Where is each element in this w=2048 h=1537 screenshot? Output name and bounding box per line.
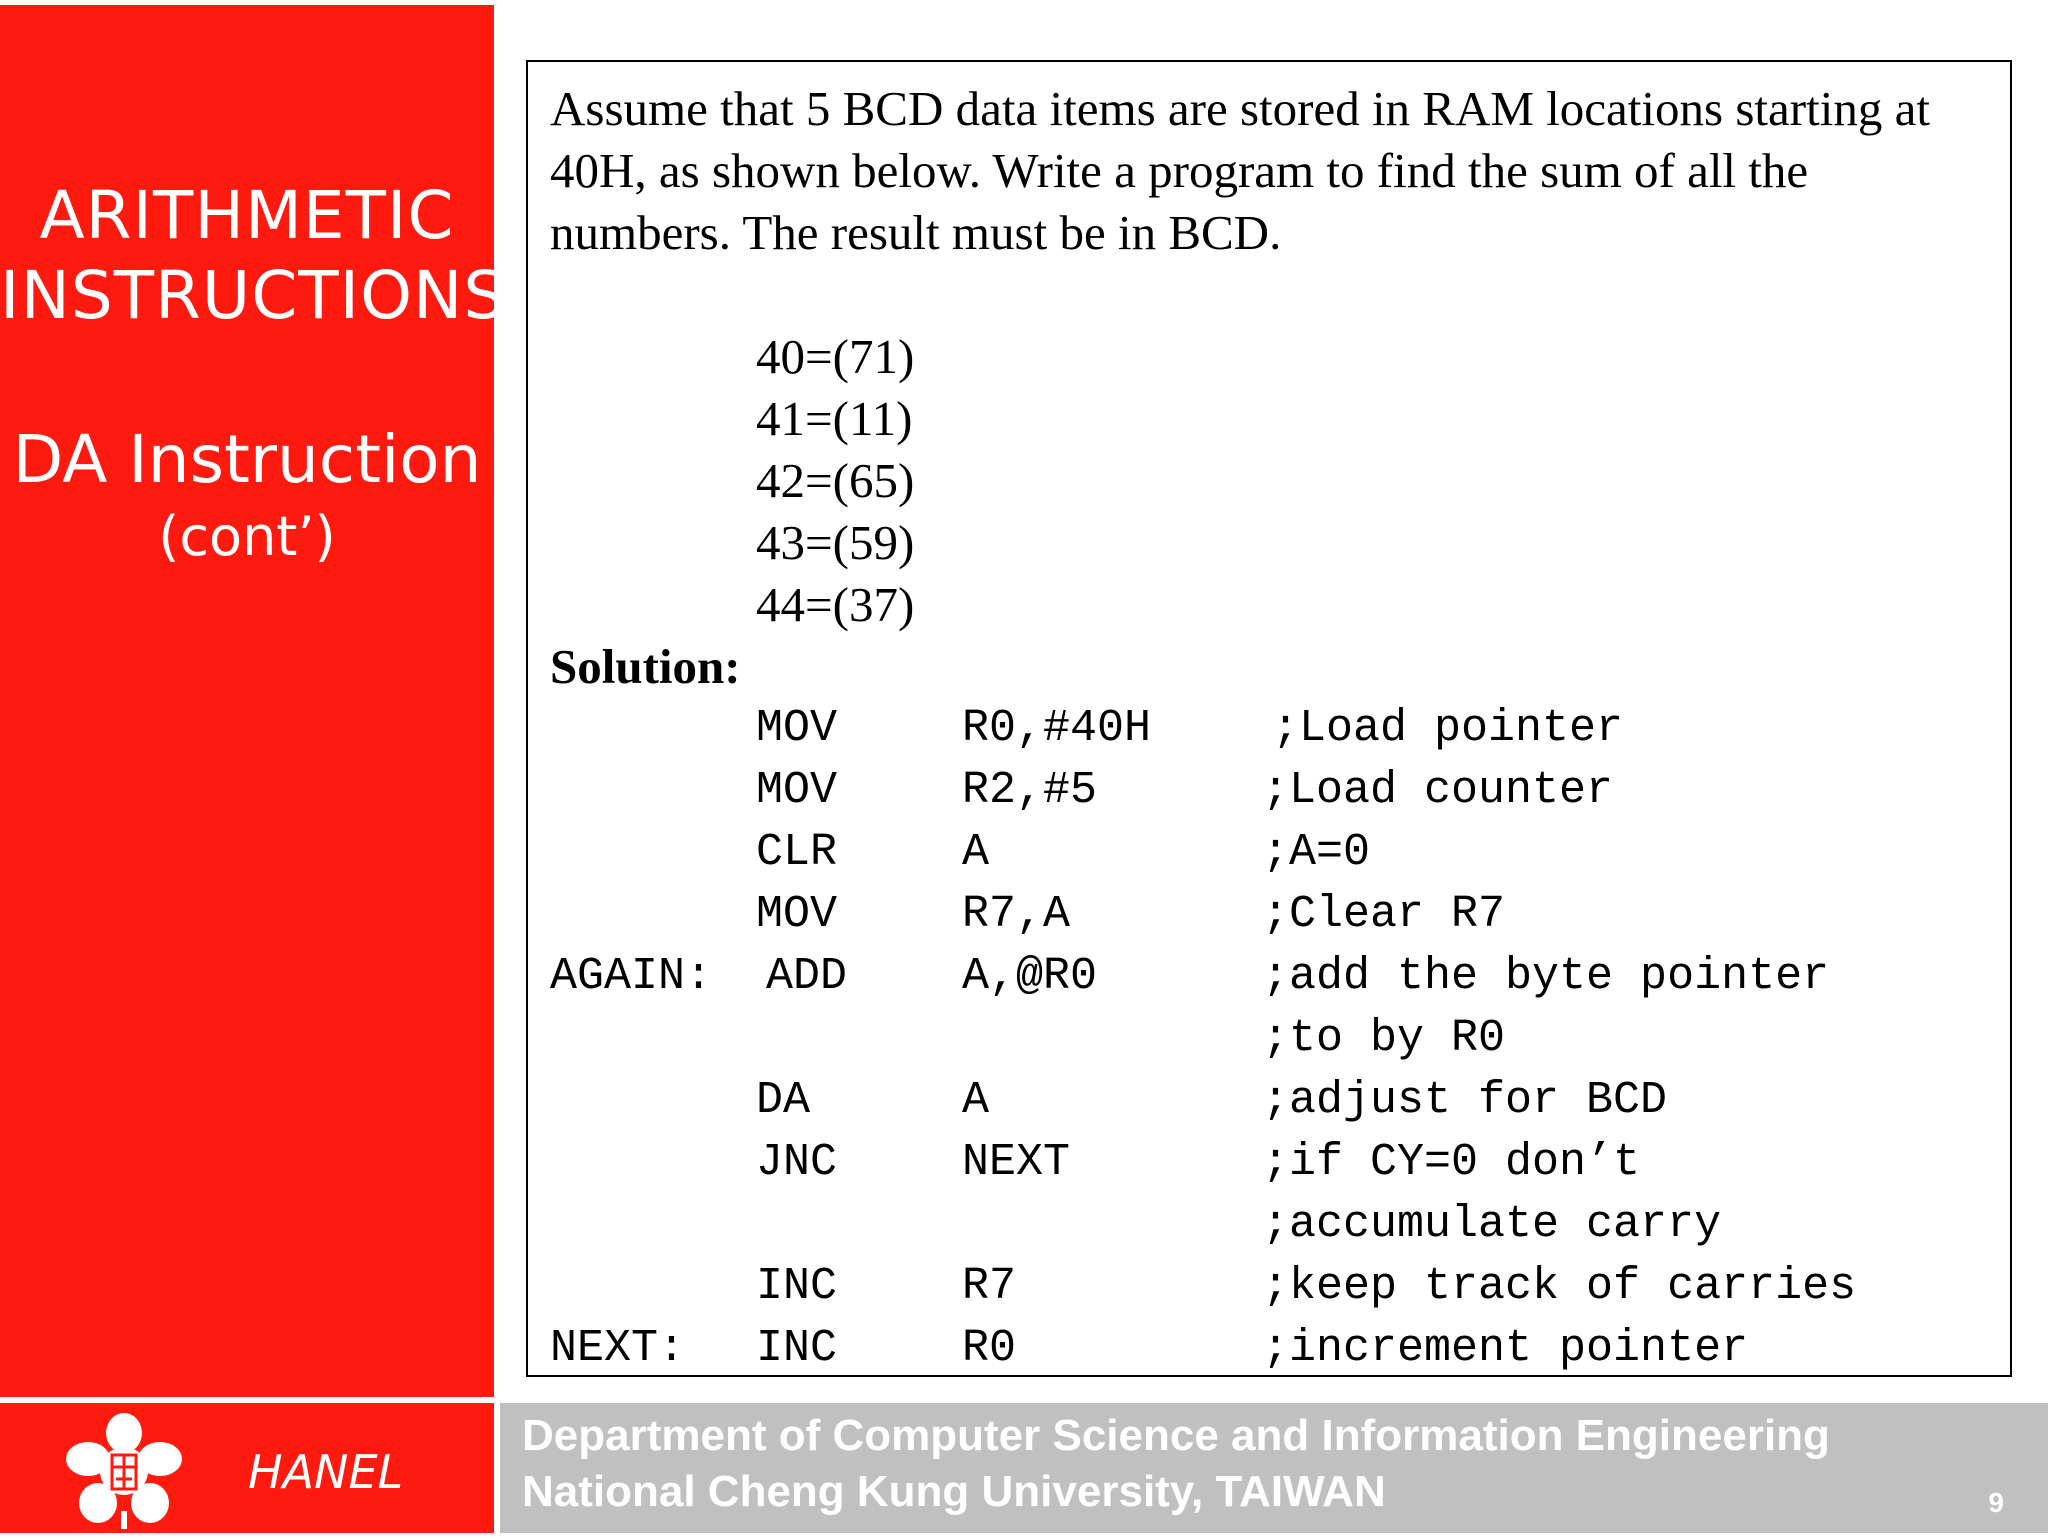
code-operand: R7,A — [962, 889, 1071, 940]
university-name: National Cheng Kung University, TAIWAN — [522, 1467, 1386, 1516]
code-line — [528, 946, 2008, 1008]
code-opcode: MOV — [756, 889, 838, 940]
code-opcode: MOV — [756, 765, 838, 816]
footer-brand-area — [0, 1403, 494, 1533]
code-comment: ;add the byte pointer — [1262, 951, 1830, 1002]
code-opcode: INC — [756, 1261, 838, 1312]
code-label: AGAIN: — [550, 951, 713, 1002]
department-name: Department of Computer Science and Information Engineering — [522, 1411, 1830, 1460]
code-operand: R7 — [962, 1261, 1017, 1312]
memory-item: 40=(71) — [756, 329, 915, 384]
section-subtitle-note: (cont’) — [158, 505, 336, 568]
code-comment: ;adjust for BCD — [1262, 1075, 1668, 1126]
code-comment: ;keep track of carries — [1262, 1261, 1857, 1312]
code-comment: ;if CY=0 don’t — [1262, 1137, 1641, 1188]
code-line — [528, 822, 2008, 884]
code-line — [528, 1132, 2008, 1194]
memory-item: 42=(65) — [756, 453, 915, 508]
content-box — [526, 60, 2012, 1377]
memory-item: 43=(59) — [756, 515, 915, 570]
code-label: NEXT: — [550, 1323, 686, 1374]
code-line — [528, 1194, 2008, 1256]
code-comment: ;increment pointer — [1262, 1323, 1749, 1374]
code-opcode: MOV — [756, 703, 838, 754]
code-operand: NEXT — [962, 1137, 1071, 1188]
solution-label: Solution: — [550, 639, 741, 694]
code-comment: ;A=0 — [1262, 827, 1371, 878]
code-opcode: DA — [756, 1075, 811, 1126]
section-title-line2: INSTRUCTIONS — [0, 257, 507, 334]
code-comment: ;accumulate carry — [1262, 1199, 1722, 1250]
code-operand: A,@R0 — [962, 951, 1098, 1002]
footer-info-bar — [500, 1403, 2048, 1533]
code-opcode: JNC — [756, 1137, 838, 1188]
code-line — [528, 1070, 2008, 1132]
code-operand: R0,#40H — [962, 703, 1152, 754]
code-opcode: INC — [756, 1323, 838, 1374]
code-line — [528, 1256, 2008, 1318]
hanel-brand: HANEL — [248, 1445, 404, 1499]
code-operand: A — [962, 827, 990, 878]
code-operand: R2,#5 — [962, 765, 1098, 816]
code-operand: A — [962, 1075, 990, 1126]
code-line — [528, 698, 2008, 760]
section-title-line1: ARITHMETIC — [39, 177, 455, 254]
code-comment: ;Clear R7 — [1262, 889, 1506, 940]
memory-item: 41=(11) — [756, 391, 913, 446]
code-comment: ;to by R0 — [1262, 1013, 1506, 1064]
section-subtitle: DA Instruction — [12, 421, 482, 498]
memory-item: 44=(37) — [756, 577, 915, 632]
code-line — [528, 760, 2008, 822]
sidebar — [0, 5, 507, 1397]
code-line — [528, 884, 2008, 946]
code-line — [528, 1008, 2008, 1070]
code-opcode: CLR — [756, 827, 838, 878]
code-operand: R0 — [962, 1323, 1017, 1374]
code-opcode: ADD — [766, 951, 848, 1002]
code-comment: ;Load counter — [1262, 765, 1614, 816]
code-line — [528, 1318, 2008, 1380]
problem-statement: Assume that 5 BCD data items are stored in RAM locations starting at 40H, as shown below. Write a program to find the sum of all the numbers. The result must be in BCD. — [550, 81, 1930, 260]
page-number: 9 — [1988, 1487, 2004, 1518]
code-comment: ;Load pointer — [1272, 703, 1624, 754]
ncku-emblem-icon — [58, 1411, 190, 1531]
